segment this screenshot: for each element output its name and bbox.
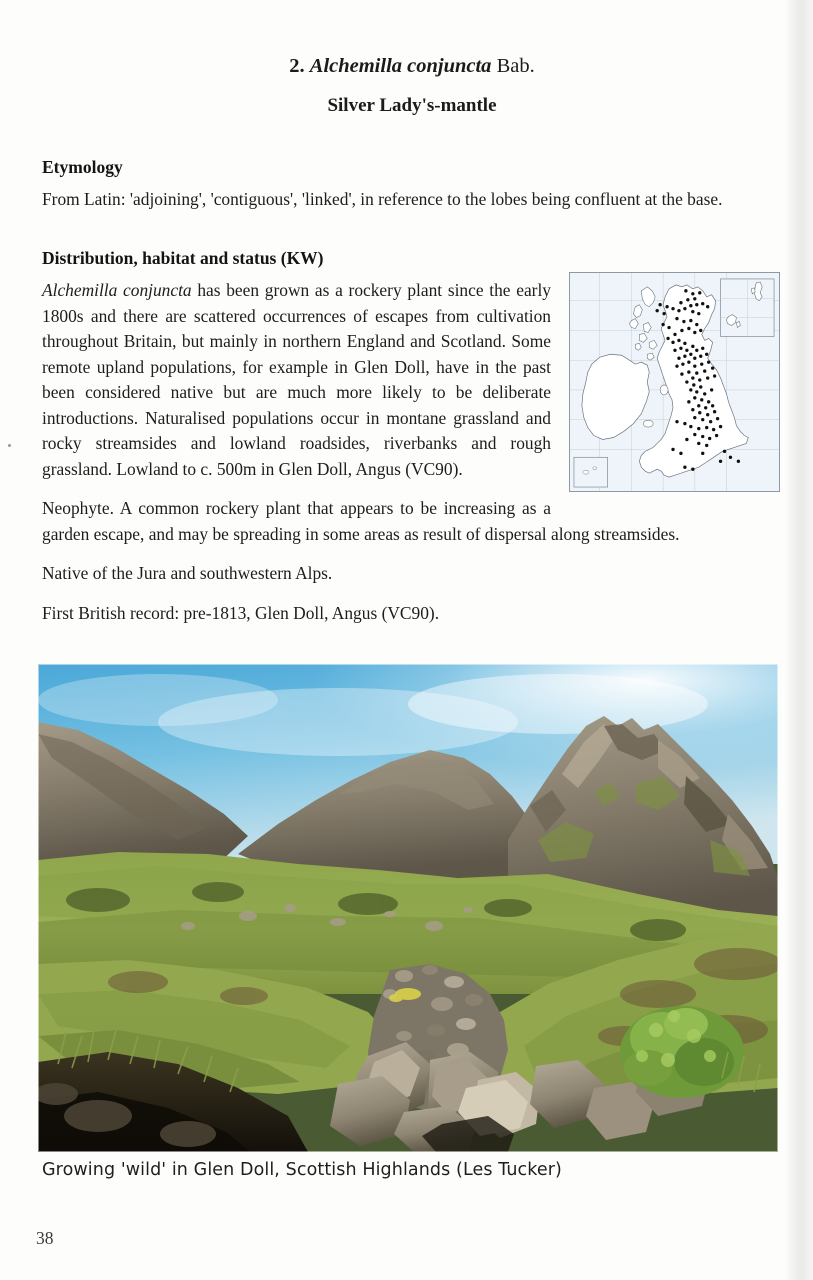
photograph-glen-doll	[38, 664, 778, 1152]
distribution-map-graphic	[570, 273, 779, 491]
photograph-caption: Growing 'wild' in Glen Doll, Scottish Highlands (Les Tucker)	[42, 1160, 562, 1180]
species-common-name: Silver Lady's-mantle	[327, 94, 497, 116]
species-authority: Bab.	[496, 55, 535, 77]
photograph-container	[38, 664, 778, 1152]
species-latin-name: Alchemilla conjuncta	[309, 55, 492, 77]
page-content	[42, 0, 782, 626]
distribution-paragraph-2: Neophyte. A common rockery plant that appears to be increasing as a garden escape, and may be spreading in some areas as result of dispersal along streamsides.	[42, 498, 680, 544]
etymology-text: From Latin: 'adjoining', 'contiguous', 'linked', in reference to the lobes being confluent at the base.	[42, 188, 723, 209]
page-number: 38	[36, 1228, 54, 1248]
distribution-paragraph-4: First British record: pre-1813, Glen Doll, Angus (VC90).	[42, 602, 440, 623]
distribution-paragraph-1-rest: has been grown as a rockery plant since the early 1800s and there are scattered occurrences of escapes from cultivation throughout Britain, but mainly in northern England and Scotland. Some remote upland populations, for example in Glen Doll, have in the past been considered native but are much more likely to be deliberate introductions. Naturalised populations occur in montane grassland and rocky streamsides and lowland roadsides, riverbanks and rough grassland. Lowland to c. 500m in Glen Doll, Angus (VC90).	[42, 280, 551, 479]
species-number: 2.	[289, 55, 305, 77]
distribution-species-italic: Alchemilla conjuncta	[42, 280, 192, 301]
photograph-graphic	[38, 664, 778, 1152]
section-heading-etymology: Etymology	[42, 156, 123, 177]
page-edge-shading	[783, 0, 813, 1280]
distribution-map-container	[569, 272, 782, 494]
photo-plant-clump	[620, 1006, 744, 1098]
section-heading-distribution: Distribution, habitat and status (KW)	[42, 248, 324, 269]
distribution-paragraph-3: Native of the Jura and southwestern Alps.	[42, 563, 333, 584]
page-title	[42, 0, 782, 79]
map-inset-orkney-shetland	[721, 279, 774, 336]
distribution-map	[569, 272, 780, 492]
map-inset-channel-islands	[574, 457, 608, 487]
scan-artifact-speck	[8, 444, 11, 447]
